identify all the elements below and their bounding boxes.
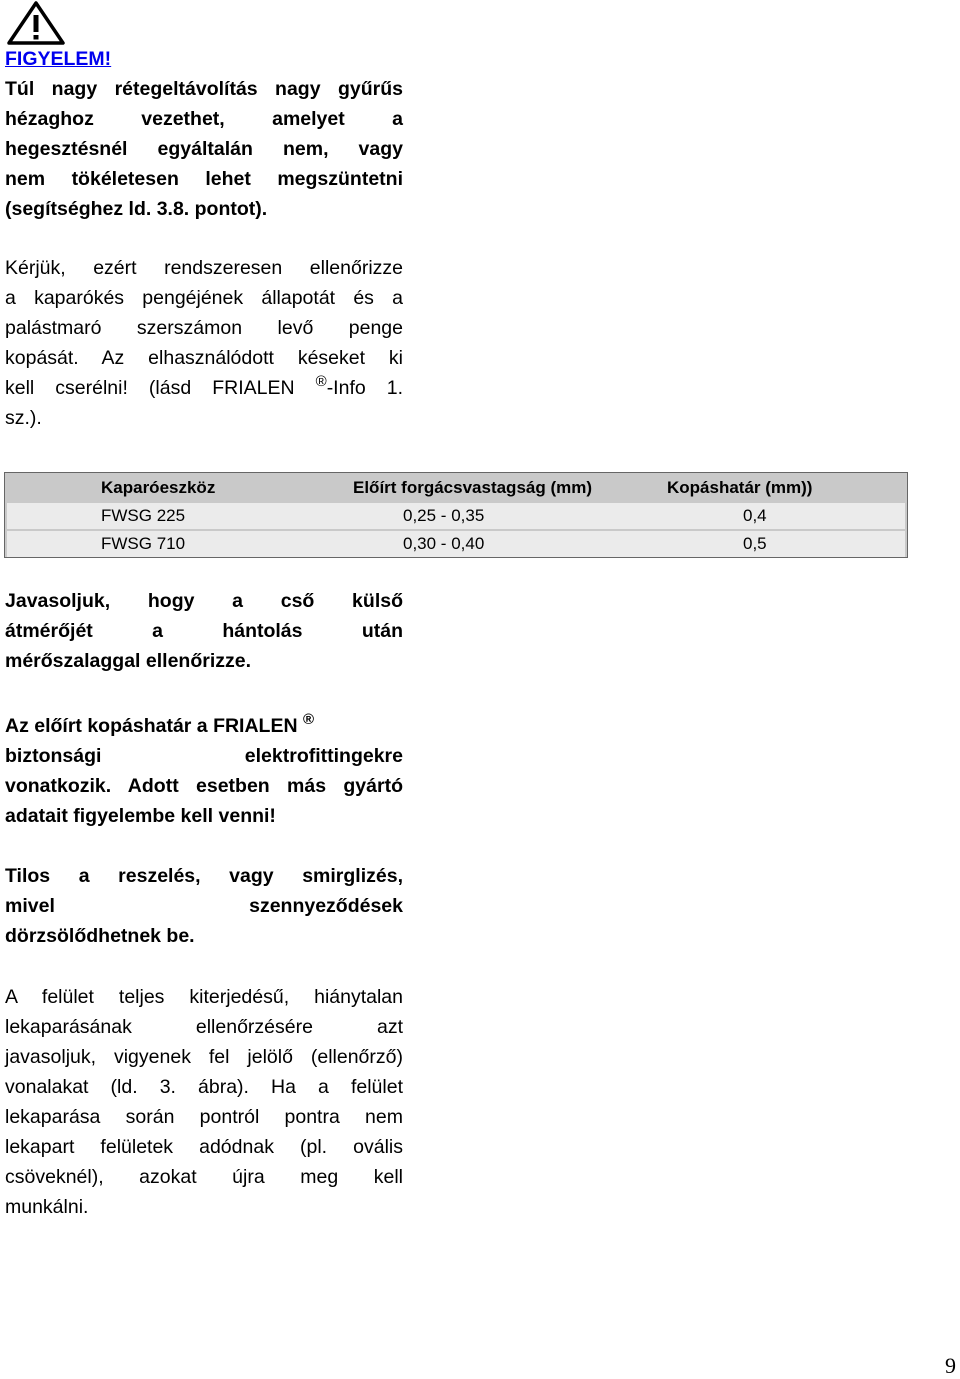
table-header-cell: Előírt forgácsvastagság (mm) <box>353 478 593 497</box>
table-cell: 0,5 <box>743 534 767 553</box>
paragraph-line: átmérőjét a hántolás után <box>5 620 403 642</box>
table-row <box>7 531 905 557</box>
warning-triangle-icon <box>6 0 66 46</box>
registered-mark: ® <box>302 711 315 728</box>
warning-line: nem tökéletesen lehet megszüntetni <box>5 168 403 190</box>
paragraph-line: csöveknél), azokat újra meg kell <box>5 1166 403 1188</box>
paragraph-line: lekapart felületek adódnak (pl. ovális <box>5 1136 403 1158</box>
table-header-row <box>7 475 905 501</box>
paragraph-line: biztonsági elektrofittingekre <box>5 745 403 767</box>
registered-mark: ® <box>315 373 327 390</box>
paragraph-line: palástmaró szerszámon levő penge <box>5 317 403 339</box>
paragraph-line: adatait figyelembe kell venni! <box>5 805 276 827</box>
wear-limit-table <box>4 472 908 558</box>
warning-line: (segítséghez ld. 3.8. pontot). <box>5 198 268 220</box>
limit-paragraph <box>5 711 403 831</box>
paragraph-line: vonatkozik. Adott esetben más gyártó <box>5 775 403 797</box>
paragraph-line: Tilos a reszelés, vagy smirglizés, <box>5 865 403 887</box>
paragraph-line: vonalakat (ld. 3. ábra). Ha a felület <box>5 1076 403 1098</box>
text-segment: kell cserélni! (lásd FRIALEN <box>5 377 295 399</box>
table-cell: 0,30 - 0,40 <box>403 534 485 553</box>
paragraph-line: lekaparása során pontról pontra nem <box>5 1106 403 1128</box>
paragraph-line: mivel szennyeződések <box>5 895 403 917</box>
file-paragraph <box>5 861 403 951</box>
paragraph-line: mérőszalaggal ellenőrizze. <box>5 650 252 672</box>
paragraph-line: dörzsölődhetnek be. <box>5 925 195 947</box>
text-segment: -Info 1. <box>326 377 403 399</box>
table-row <box>7 503 905 529</box>
paragraph-line: sz.). <box>5 407 42 429</box>
paragraph-line: Javasoljuk, hogy a cső külső <box>5 590 403 612</box>
table-cell: 0,25 - 0,35 <box>403 506 485 525</box>
warning-title: FIGYELEM! <box>5 48 112 70</box>
paragraph-line: a kaparókés pengéjének állapotát és a <box>5 287 403 309</box>
warning-line: hézaghoz vezethet, amelyet a <box>5 108 403 130</box>
measure-paragraph <box>5 586 403 676</box>
table-header-cell: Kaparóeszköz <box>101 478 216 497</box>
paragraph-line: javasoljuk, vigyenek fel jelölő (ellenőrző) <box>5 1046 403 1068</box>
paragraph-line <box>5 373 403 403</box>
page-number: 9 <box>945 1353 956 1378</box>
surface-paragraph <box>5 982 403 1222</box>
paragraph-line: Kérjük, ezért rendszeresen ellenőrizze <box>5 257 403 279</box>
table-cell: FWSG 710 <box>101 534 186 553</box>
paragraph-line: munkálni. <box>5 1196 89 1218</box>
paragraph-line: kopását. Az elhasználódott késeket ki <box>5 347 403 369</box>
paragraph-line: A felület teljes kiterjedésű, hiánytalan <box>5 986 403 1008</box>
warning-line: hegesztésnél egyáltalán nem, vagy <box>5 138 403 160</box>
table-header-cell: Kopáshatár (mm)) <box>667 478 813 497</box>
warning-notice <box>5 44 403 224</box>
paragraph-line <box>5 711 403 741</box>
paragraph-line: lekaparásának ellenőrzésére azt <box>5 1016 403 1038</box>
check-paragraph <box>5 253 403 433</box>
table-cell: FWSG 225 <box>101 506 186 525</box>
table-cell: 0,4 <box>743 506 767 525</box>
warning-line: Túl nagy rétegeltávolítás nagy gyűrűs <box>5 78 403 100</box>
text-segment: Az előírt kopáshatár a FRIALEN <box>5 715 298 737</box>
